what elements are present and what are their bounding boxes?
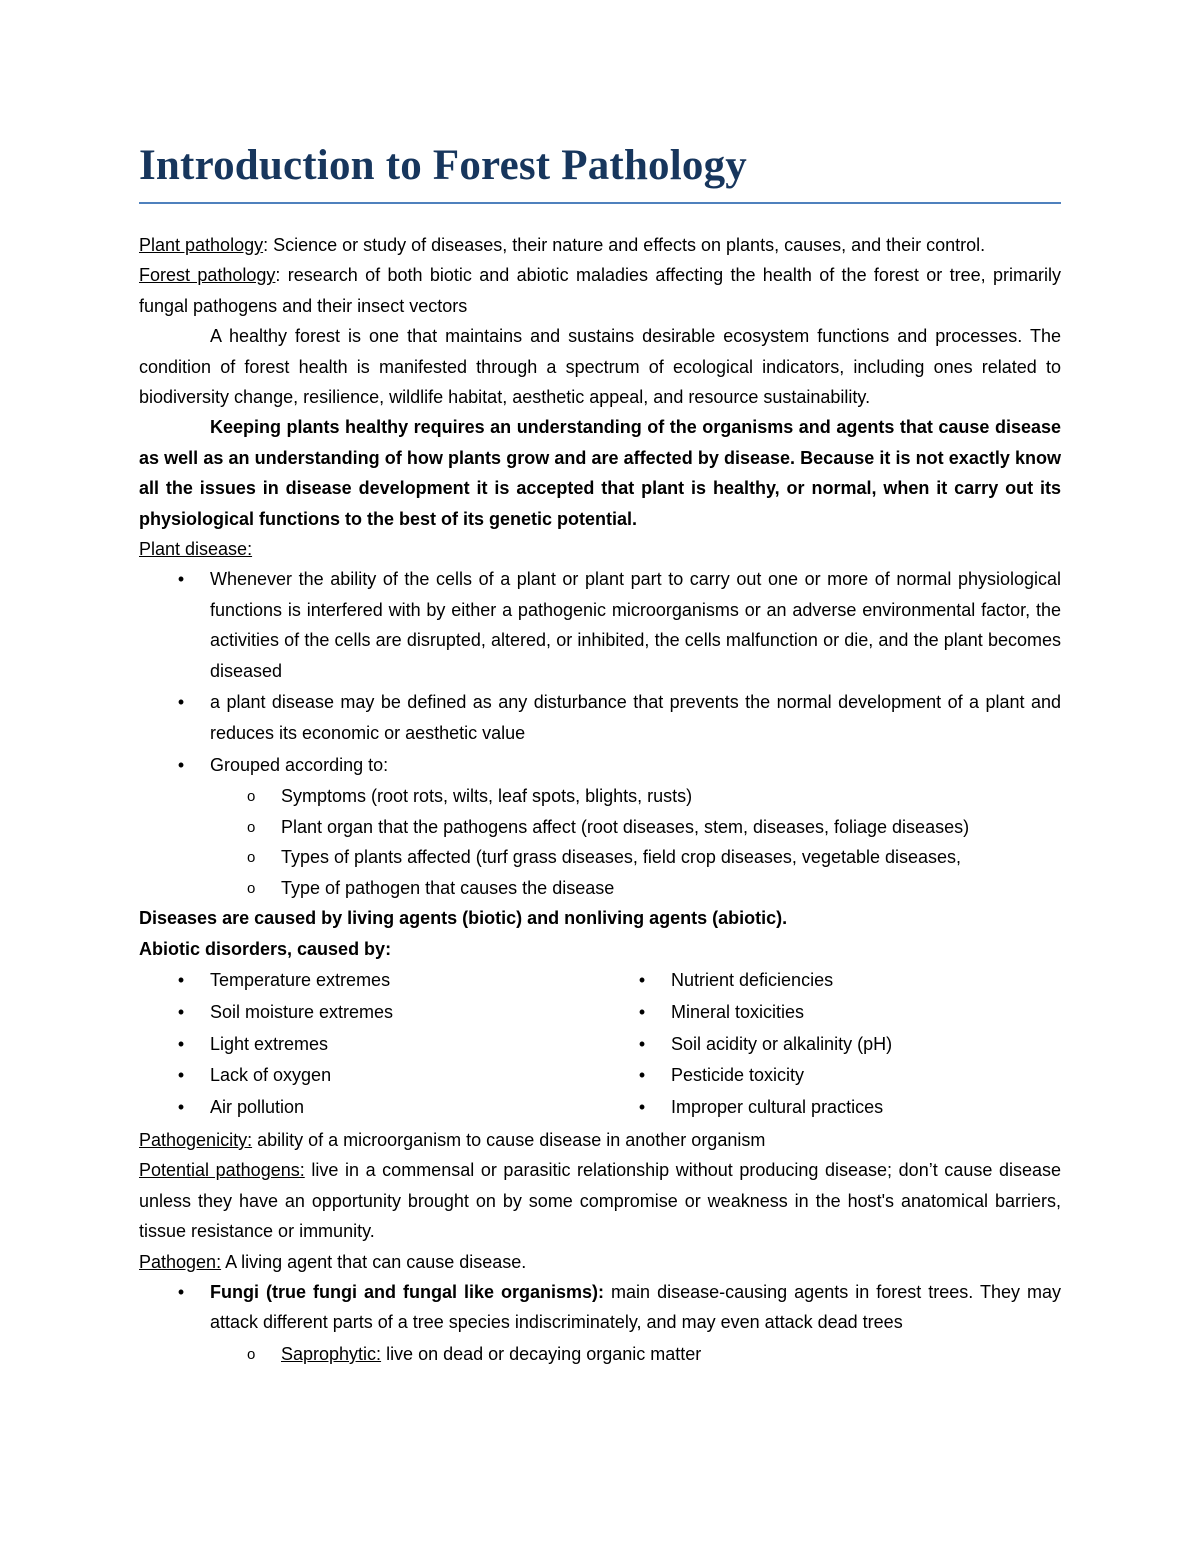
list-item-text: Nutrient deficiencies	[671, 969, 834, 990]
abiotic-left-column	[139, 965, 600, 1124]
list-item	[600, 965, 1061, 995]
document-body	[139, 230, 1061, 1370]
sub-list-item-text: Symptoms (root rots, wilts, leaf spots, blights, rusts)	[281, 786, 693, 807]
list-item	[600, 997, 1061, 1027]
fungi-text: main disease-causing agents in forest trees. They may attack different parts of a tree species indiscriminately, and may even attack dead trees	[210, 1281, 1061, 1333]
circle-bullet-icon: o	[247, 849, 256, 867]
abiotic-right-list	[600, 965, 1061, 1123]
bullet-icon: •	[177, 1097, 185, 1118]
bullet-icon: •	[638, 1097, 646, 1118]
document-page	[139, 140, 1061, 1370]
list-item-text: Air pollution	[210, 1097, 305, 1118]
term-fungi: Fungi (true fungi and fungal like organisms):	[210, 1281, 605, 1302]
grouped-sublist	[139, 781, 1061, 903]
healthy-plants-paragraph: Keeping plants healthy requires an understanding of the organisms and agents that cause disease as well as an understanding of how plants grow and are affected by disease. Because it is not exactly know all the issues in disease development it is accepted that plant is healthy, or normal, when it carry out its physiological functions to the best of its genetic potential.	[139, 417, 1061, 529]
pathogen-text: A living agent that can cause disease.	[221, 1251, 527, 1272]
circle-bullet-icon: o	[247, 879, 256, 897]
sub-list-item-text: Types of plants affected (turf grass diseases, field crop diseases, vegetable diseases,	[281, 847, 962, 868]
sub-list-item	[139, 812, 1061, 842]
pathogen-definition	[139, 1247, 1061, 1277]
abiotic-right-column	[600, 965, 1061, 1124]
abiotic-columns	[139, 965, 1061, 1124]
forest-pathology-text: : research of both biotic and abiotic maladies affecting the health of the forest or tree, primarily fungal pathogens and their insect vectors	[139, 265, 1061, 316]
sub-list-item	[139, 873, 1061, 903]
bullet-icon: •	[177, 1001, 185, 1022]
sub-list-item-text: Type of pathogen that causes the disease	[281, 877, 615, 898]
list-item-text: Temperature extremes	[210, 969, 391, 990]
list-item-text: Soil moisture extremes	[210, 1001, 394, 1022]
plant-disease-heading-line	[139, 534, 1061, 564]
plant-disease-list	[139, 564, 1061, 780]
circle-bullet-icon: o	[247, 1346, 256, 1364]
sub-list-item	[139, 842, 1061, 872]
list-item	[139, 1060, 600, 1090]
bullet-icon: •	[638, 969, 646, 990]
bullet-icon: •	[638, 1001, 646, 1022]
bullet-icon: •	[177, 1281, 185, 1302]
pathogenicity-text: ability of a microorganism to cause disease in another organism	[252, 1129, 766, 1150]
bullet-icon: •	[177, 692, 185, 713]
saprophytic-text: live on dead or decaying organic matter	[381, 1344, 702, 1365]
fungi-sublist	[139, 1339, 1061, 1369]
list-item-text: Grouped according to:	[210, 754, 389, 775]
abiotic-left-list	[139, 965, 600, 1123]
plant-pathology-text: : Science or study of diseases, their nature and effects on plants, causes, and their control.	[263, 235, 986, 255]
list-item	[139, 997, 600, 1027]
pathogenicity-definition	[139, 1125, 1061, 1155]
potential-pathogens-text: live in a commensal or parasitic relationship without producing disease; don’t cause disease unless they have an opportunity brought on by some compromise or weakness in the host's anatomical barriers, tissue resistance or immunity.	[139, 1160, 1061, 1242]
bullet-icon: •	[177, 1033, 185, 1054]
list-item-text: Lack of oxygen	[210, 1065, 332, 1086]
bullet-icon: •	[177, 1065, 185, 1086]
list-item	[139, 965, 600, 995]
circle-bullet-icon: o	[247, 788, 256, 806]
circle-bullet-icon: o	[247, 818, 256, 836]
list-item	[139, 1029, 600, 1059]
list-item	[600, 1092, 1061, 1122]
bullet-icon: •	[177, 569, 185, 590]
plant-pathology-definition	[139, 230, 1061, 260]
list-item-text: Improper cultural practices	[671, 1097, 884, 1118]
list-item-text: a plant disease may be defined as any disturbance that prevents the normal development of a plant and reduces its economic or aesthetic value	[210, 692, 1061, 743]
list-item	[139, 1277, 1061, 1338]
list-item-text: Mineral toxicities	[671, 1001, 805, 1022]
sub-list-item-text: Plant organ that the pathogens affect (root diseases, stem, diseases, foliage diseases)	[281, 816, 970, 837]
bullet-icon: •	[177, 754, 185, 775]
potential-pathogens-definition	[139, 1155, 1061, 1246]
term-pathogenicity: Pathogenicity:	[139, 1129, 253, 1150]
term-pathogen: Pathogen:	[139, 1251, 222, 1272]
list-item	[139, 687, 1061, 748]
abiotic-heading: Abiotic disorders, caused by:	[139, 938, 392, 959]
page-title: Introduction to Forest Pathology	[139, 140, 1061, 204]
term-saprophytic: Saprophytic:	[281, 1344, 382, 1365]
list-item-text: Light extremes	[210, 1033, 329, 1054]
list-item-text: Pesticide toxicity	[671, 1065, 805, 1086]
list-item	[139, 564, 1061, 686]
list-item-text: Soil acidity or alkalinity (pH)	[671, 1033, 893, 1054]
sub-list-item	[139, 1339, 1061, 1369]
diseases-caused-statement: Diseases are caused by living agents (biotic) and nonliving agents (abiotic).	[139, 908, 788, 929]
term-plant-pathology: Plant pathology	[139, 235, 264, 255]
plant-disease-heading: Plant disease:	[139, 539, 253, 560]
bullet-icon: •	[638, 1065, 646, 1086]
forest-pathology-definition	[139, 260, 1061, 321]
bullet-icon: •	[638, 1033, 646, 1054]
healthy-forest-paragraph: A healthy forest is one that maintains and sustains desirable ecosystem functions and processes. The condition of forest health is manifested through a spectrum of ecological indicators, including ones related to biodiversity change, resilience, wildlife habitat, aesthetic appeal, and resource sustainability.	[139, 326, 1061, 408]
term-forest-pathology: Forest pathology	[139, 265, 276, 286]
list-item	[600, 1029, 1061, 1059]
pathogen-types-list	[139, 1277, 1061, 1338]
term-potential-pathogens: Potential pathogens:	[139, 1160, 305, 1181]
sub-list-item	[139, 781, 1061, 811]
list-item	[600, 1060, 1061, 1090]
bullet-icon: •	[177, 969, 185, 990]
list-item-text: Whenever the ability of the cells of a plant or plant part to carry out one or more of normal physiological functions is interfered with by either a pathogenic microorganisms or an adverse environmental factor, the activities of the cells are disrupted, altered, or inhibited, the cells malfunction or die, and the plant becomes diseased	[210, 569, 1061, 681]
list-item	[139, 750, 1061, 780]
list-item	[139, 1092, 600, 1122]
